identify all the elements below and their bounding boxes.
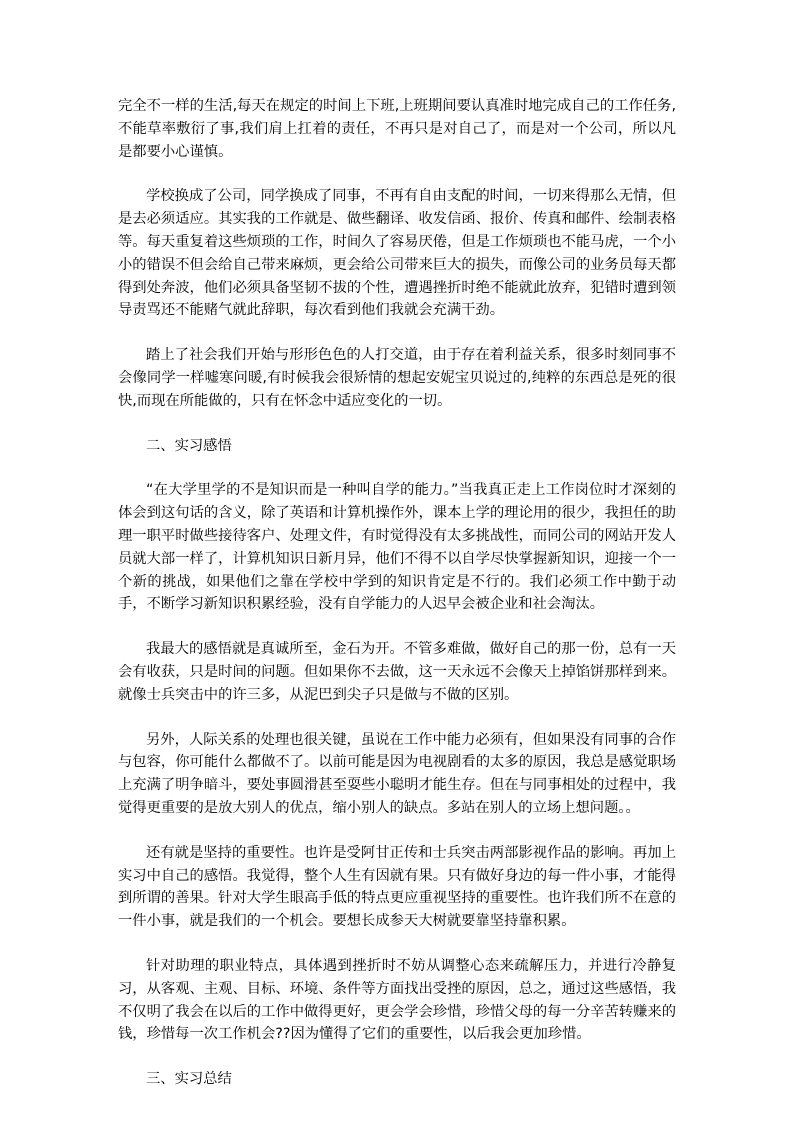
section-heading-internship-insights: 二、实习感悟 <box>146 437 232 454</box>
section-heading-internship-summary: 三、实习总结 <box>146 1071 232 1088</box>
paragraph-social-contact: 踏上了社会我们开始与形形色色的人打交道，由于存在着利益关系，很多时刻同事不会像同学一样嘘寒问暖,有时候我会很矫情的想起安妮宝贝说过的,纯粹的东西总是死的很快,而现在所能做的，只有在怀念中适应变化的一切。 <box>118 347 676 409</box>
paragraph-school-to-company: 学校换成了公司，同学换成了同事，不再有自由支配的时间，一切来得那么无情，但是去必须适应。其实我的工作就是、做些翻译、收发信函、报价、传真和邮件、绘制表格等。每天重复着这些烦琐的工作，时间久了容易厌倦，但是工作烦琐也不能马虎，一个小小的错误不但会给自己带来麻烦，更会给公司带来巨大的损失，而像公司的业务员每天都得到处奔波，他们必须具备坚韧不拔的个性，遭遇挫折时绝不能就此放弃，犯错时遭到领导责骂还不能赌气就此辞职，每次看到他们我就会充满干劲。 <box>118 188 676 319</box>
paragraph-self-learning: “在大学里学的不是知识而是一种叫自学的能力。”当我真正走上工作岗位时才深刻的体会到这句话的含义，除了英语和计算机操作外，课本上学的理论用的很少，我担任的助理一职平时做些接待客户、处理文件，有时觉得没有太多挑战性，而同公司的网站开发人员就大部一样了，计算机知识日新月异，他们不得不以自学尽快掌握新知识，迎接一个一个新的挑战，如果他们之靠在学校中学到的知识肯定是不行的。我们必须工作中勤于动手，不断学习新知识积累经验，没有自学能力的人迟早会被企业和社会淘汰。 <box>118 482 676 613</box>
paragraph-persistence: 还有就是坚持的重要性。也许是受阿甘正传和士兵突击两部影视作品的影响。再加上实习中自己的感悟。我觉得，整个人生有因就有果。只有做好身边的每一件小事，才能得到所谓的善果。针对大学生眼高手低的特点更应重视坚持的重要性。也许我们所不在意的一件小事，就是我们的一个机会。要想长成参天大树就要靠坚持靠积累。 <box>118 844 676 930</box>
paragraph-assistant-traits: 针对助理的职业特点，具体遇到挫折时不妨从调整心态来疏解压力，并进行冷静复习，从客观、主观、目标、环境、条件等方面找出受挫的原因，总之，通过这些感悟，我不仅明了我会在以后的工作中做得更好，更会学会珍惜，珍惜父母的每一分辛苦转赚来的钱，珍惜每一次工作机会??因为懂得了它们的重要性，以后我会更加珍惜。 <box>118 957 676 1043</box>
paragraph-relationships: 另外，人际关系的处理也很关键，虽说在工作中能力必须有，但如果没有同事的合作与包容，你可能什么都做不了。以前可能是因为电视剧看的太多的原因，我总是感觉职场上充满了明争暗斗，要处事圆滑甚至耍些小聪明才能生存。但在与同事相处的过程中，我觉得更重要的是放大别人的优点，缩小别人的缺点。多站在别人的立场上想问题。。 <box>118 731 676 816</box>
document-page <box>118 95 676 1113</box>
paragraph-work-life: 完全不一样的生活,每天在规定的时间上下班,上班期间要认真准时地完成自己的工作任务,不能草率敷衍了事,我们肩上扛着的责任，不再只是对自己了，而是对一个公司，所以凡是都要小心谨慎。 <box>118 98 676 160</box>
paragraph-sincerity: 我最大的感悟就是真诚所至，金石为开。不管多难做，做好自己的那一份，总有一天会有收获，只是时间的问题。但如果你不去做，这一天永远不会像天上掉馅饼那样到来。就像士兵突击中的许三多，从泥巴到尖子只是做与不做的区别。 <box>118 641 676 703</box>
